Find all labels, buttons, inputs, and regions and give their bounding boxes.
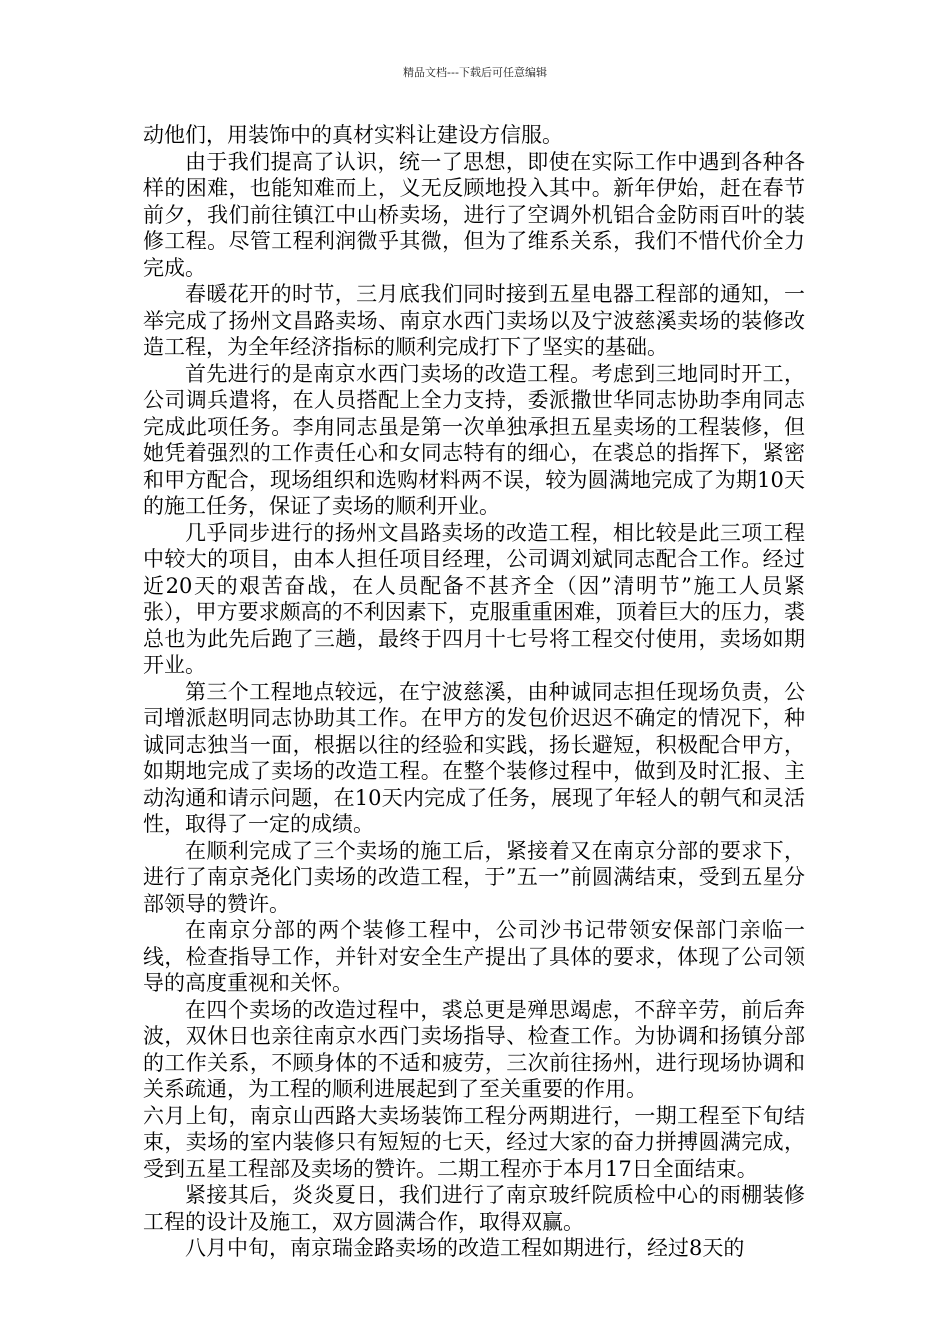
paragraph-5: 几乎同步进行的扬州文昌路卖场的改造工程，相比较是此三项工程中较大的项目，由本人担任项目经理，公司调刘斌同志配合工作。经过近20天的艰苦奋战，在人员配备不甚齐全（因”清明节”施工人员紧张），甲方要求颇高的不利因素下，克服重重困难，顶着巨大的压力，裘总也为此先后跑了三趟，最终于四月十七号将工程交付使用，卖场如期开业。 [143,520,805,677]
paragraph-12: 八月中旬，南京瑞金路卖场的改造工程如期进行，经过8天的 [185,1236,745,1260]
paragraph-9: 在四个卖场的改造过程中，裘总更是殚思竭虑，不辞辛劳，前后奔波，双休日也亲往南京水西门卖场指导、检查工作。为协调和扬镇分部的工作关系，不顾身体的不适和疲劳，三次前往扬州，进行现场协调和关系疏通，为工程的顺利进展起到了至关重要的作用。 [143,997,805,1101]
paragraph-11: 紧接其后，炎炎夏日，我们进行了南京玻纤院质检中心的雨棚装修工程的设计及施工，双方圆满合作，取得双赢。 [143,1183,805,1234]
document-body [143,122,805,1262]
paragraph-2: 由于我们提高了认识，统一了思想，即使在实际工作中遇到各种各样的困难，也能知难而上，义无反顾地投入其中。新年伊始，赶在春节前夕，我们前往镇江中山桥卖场，进行了空调外机铝合金防雨百叶的装修工程。尽管工程利润微乎其微，但为了维系关系，我们不惜代价全力完成。 [143,149,805,280]
page-header: 精品文档---下载后可任意编辑 [403,66,547,79]
paragraph-7: 在顺利完成了三个卖场的施工后，紧接着又在南京分部的要求下，进行了南京尧化门卖场的改造工程，于”五一”前圆满结束，受到五星分部领导的赞许。 [143,838,805,916]
paragraph-8: 在南京分部的两个装修工程中，公司沙书记带领安保部门亲临一线，检查指导工作，并针对安全生产提出了具体的要求，体现了公司领导的高度重视和关怀。 [143,918,805,995]
paragraph-6: 第三个工程地点较远，在宁波慈溪，由种诚同志担任现场负责，公司增派赵明同志协助其工作。在甲方的发包价迟迟不确定的情况下，种诚同志独当一面，根据以往的经验和实践，扬长避短，积极配合甲方，如期地完成了卖场的改造工程。在整个装修过程中，做到及时汇报、主动沟通和请示问题，在10天内完成了任务，展现了年轻人的朝气和灵活性，取得了一定的成绩。 [143,679,805,836]
paragraph-3: 春暖花开的时节，三月底我们同时接到五星电器工程部的通知，一举完成了扬州文昌路卖场、南京水西门卖场以及宁波慈溪卖场的装修改造工程，为全年经济指标的顺利完成打下了坚实的基础。 [143,282,805,359]
paragraph-1: 动他们，用装饰中的真材实料让建设方信服。 [143,123,563,147]
paragraph-10: 六月上旬，南京山西路大卖场装饰工程分两期进行，一期工程至下旬结束，卖场的室内装修只有短短的七天，经过大家的奋力拼搏圆满完成，受到五星工程部及卖场的赞许。二期工程亦于本月17日全面结束。 [143,1103,805,1181]
paragraph-4: 首先进行的是南京水西门卖场的改造工程。考虑到三地同时开工，公司调兵遣将，在人员搭配上全力支持，委派撒世华同志协助李甪同志完成此项任务。李甪同志虽是第一次单独承担五星卖场的工程装修，但她凭着强烈的工作责任心和女同志特有的细心，在裘总的指挥下，紧密和甲方配合，现场组织和选购材料两不误，较为圆满地完成了为期10天的施工任务，保证了卖场的顺利开业。 [143,361,805,518]
